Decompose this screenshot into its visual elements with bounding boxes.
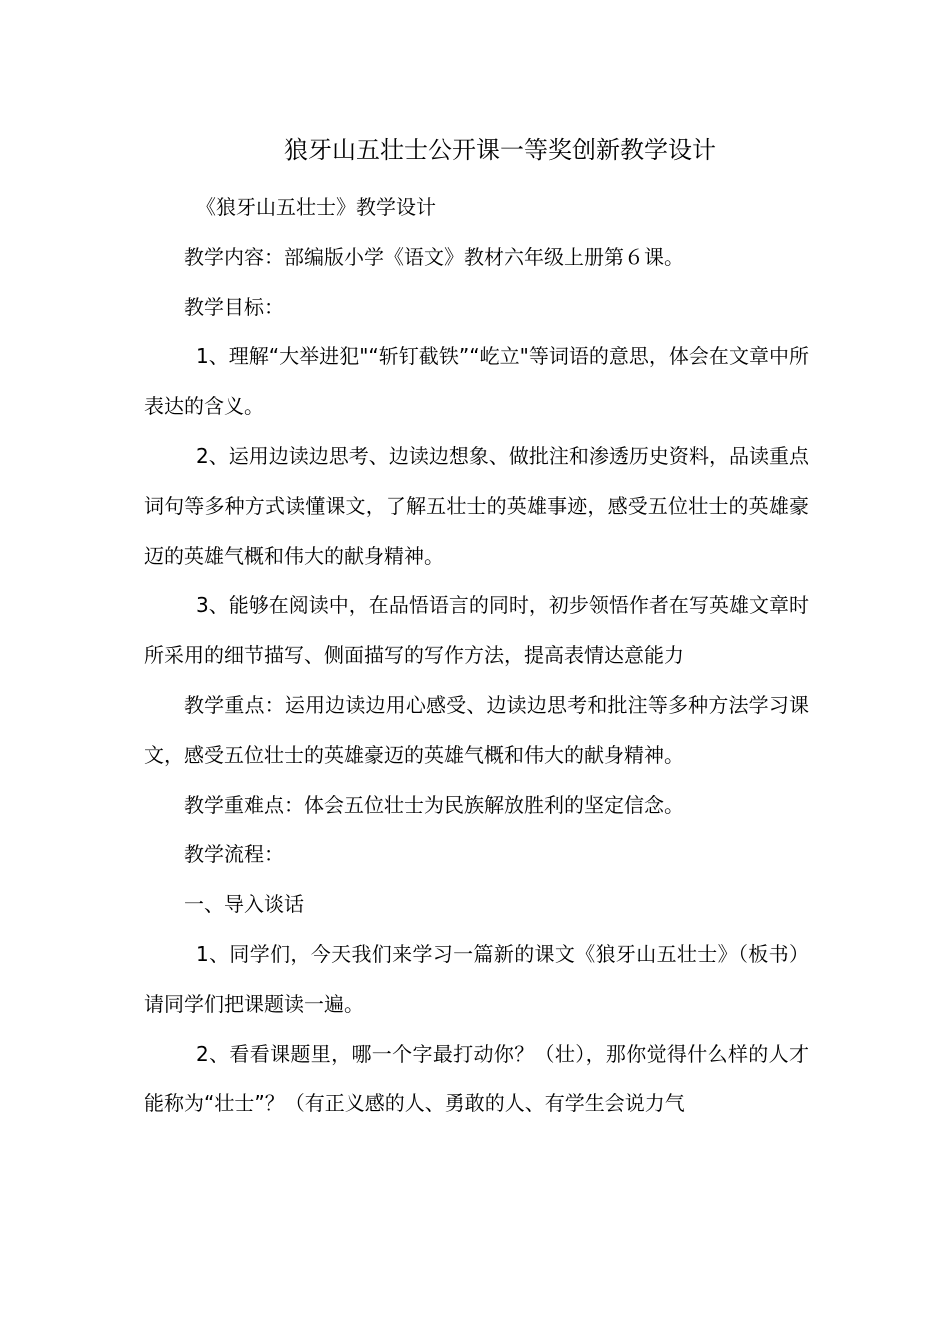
goal-1-paragraph: 1、理解“大举进犯"“斩钉截铁”“屹立"等词语的意思，体会在文章中所表达的含义。 (144, 344, 809, 419)
step-2-paragraph: 2、看看课题里，哪一个字最打动你？（壮），那你觉得什么样的人才能称为“壮士”？（有正义感的人、勇敢的人、有学生会说力气 (144, 1041, 809, 1116)
step-1-paragraph: 1、同学们，今天我们来学习一篇新的课文《狼牙山五壮士》（板书）请同学们把课题读一遍。 (144, 941, 809, 1016)
subtitle-paragraph: 《狼牙山五壮士》教学设计 (196, 195, 436, 219)
key-points-paragraph: 教学重点：运用边读边用心感受、边读边思考和批注等多种方法学习课文，感受五位壮士的英雄豪迈的英雄气概和伟大的献身精神。 (144, 692, 809, 767)
teaching-content-paragraph: 教学内容：部编版小学《语文》教材六年级上册第６课。 (184, 244, 684, 269)
document-title: 狼牙山五壮士公开课一等奖创新教学设计 (284, 136, 716, 164)
goal-2-paragraph: 2、运用边读边思考、边读边想象、做批注和渗透历史资料，品读重点词句等多种方式读懂课文，了解五壮士的英雄事迹，感受五位壮士的英雄豪迈的英雄气概和伟大的献身精神。 (144, 443, 809, 568)
section-1-heading: 一、导入谈话 (184, 892, 304, 917)
teaching-goals-heading: 教学目标： (184, 294, 284, 319)
goal-3-paragraph: 3、能够在阅读中，在品悟语言的同时，初步领悟作者在写英雄文章时所采用的细节描写、侧面描写的写作方法，提高表情达意能力 (144, 593, 809, 668)
difficult-points-paragraph: 教学重难点：体会五位壮士为民族解放胜利的坚定信念。 (184, 792, 684, 817)
teaching-process-heading: 教学流程： (184, 842, 284, 867)
document-body (144, 183, 809, 1129)
